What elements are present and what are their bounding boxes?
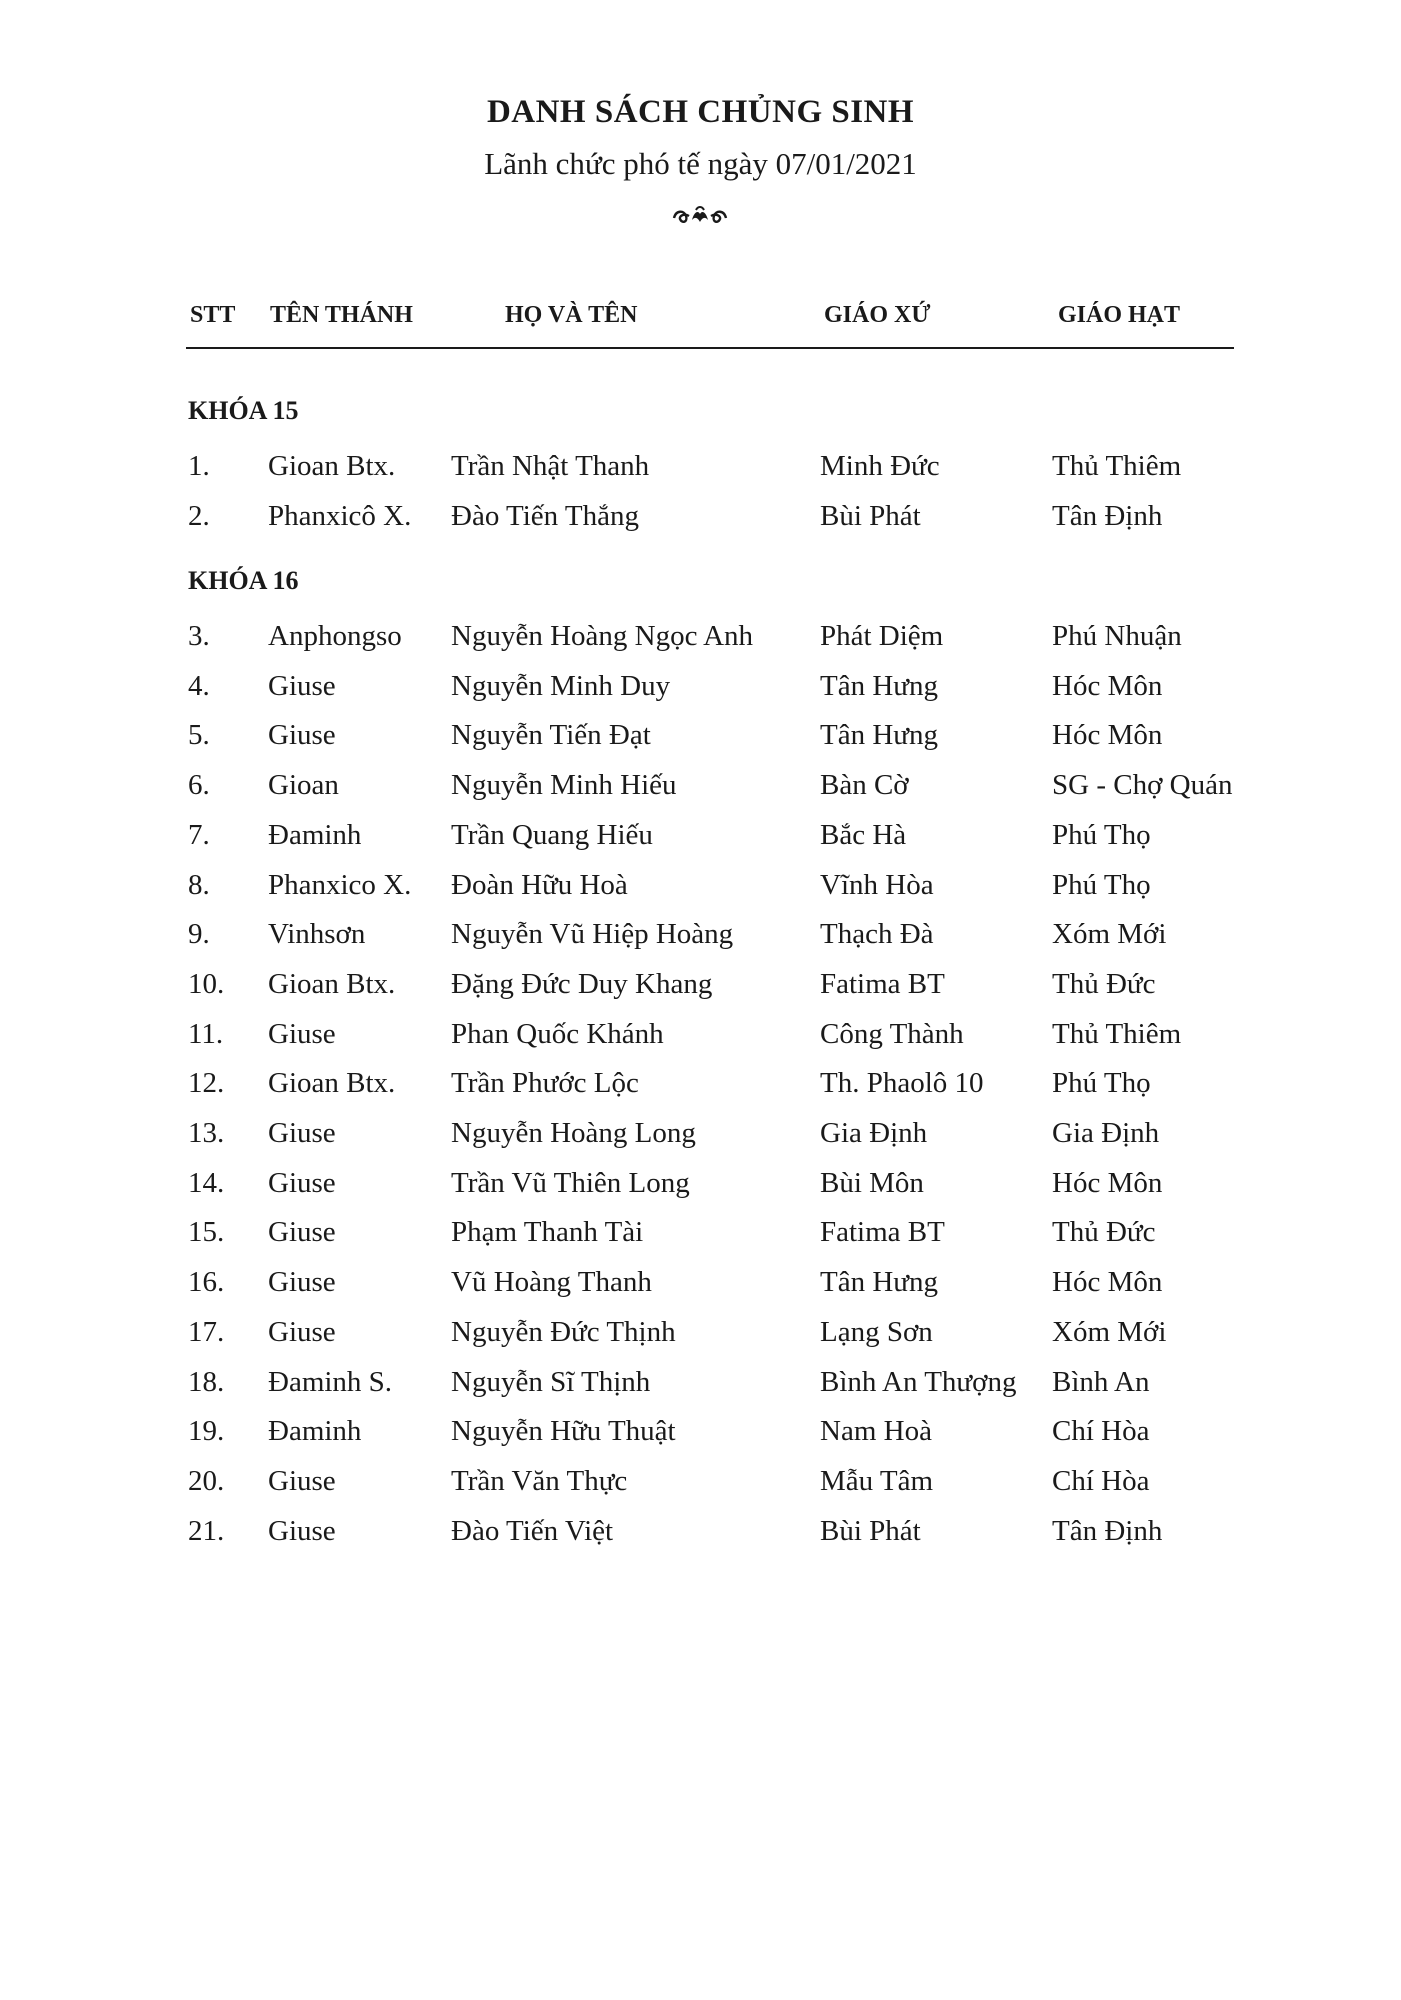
row-full-name: Nguyễn Hoàng Ngọc Anh [451, 620, 754, 652]
row-saint-name: Gioan [268, 769, 339, 801]
row-number: 13. [188, 1117, 225, 1149]
row-full-name: Đào Tiến Việt [451, 1515, 614, 1547]
header-deanery: GIÁO HẠT [1058, 302, 1181, 328]
row-saint-name: Giuse [268, 1515, 336, 1547]
row-deanery: Xóm Mới [1052, 918, 1167, 950]
table-row [0, 670, 1401, 710]
row-deanery: Xóm Mới [1052, 1316, 1167, 1348]
row-number: 2. [188, 500, 210, 532]
row-parish: Bùi Phát [820, 500, 921, 532]
row-deanery: Hóc Môn [1052, 670, 1163, 702]
row-parish: Bàn Cờ [820, 769, 909, 801]
row-deanery: Phú Thọ [1052, 819, 1151, 851]
table-row [0, 968, 1401, 1008]
row-full-name: Trần Nhật Thanh [451, 450, 650, 482]
table-row [0, 719, 1401, 759]
row-saint-name: Đaminh S. [268, 1366, 393, 1398]
row-number: 19. [188, 1415, 225, 1447]
row-deanery: Tân Định [1052, 1515, 1163, 1547]
table-row [0, 1415, 1401, 1455]
row-number: 5. [188, 719, 210, 751]
row-full-name: Nguyễn Vũ Hiệp Hoàng [451, 918, 734, 950]
row-number: 4. [188, 670, 210, 702]
row-number: 20. [188, 1465, 225, 1497]
row-parish: Tân Hưng [820, 719, 938, 751]
row-saint-name: Giuse [268, 670, 336, 702]
row-deanery: Chí Hòa [1052, 1415, 1150, 1447]
row-number: 11. [188, 1018, 224, 1050]
row-deanery: Thủ Đức [1052, 1216, 1156, 1248]
row-full-name: Nguyễn Minh Duy [451, 670, 671, 702]
row-number: 3. [188, 620, 210, 652]
row-saint-name: Giuse [268, 1266, 336, 1298]
row-full-name: Nguyễn Đức Thịnh [451, 1316, 676, 1348]
table-row [0, 1067, 1401, 1107]
row-parish: Công Thành [820, 1018, 964, 1050]
row-parish: Vĩnh Hòa [820, 869, 934, 901]
header-full-name: HỌ VÀ TÊN [505, 302, 638, 328]
row-deanery: Hóc Môn [1052, 719, 1163, 751]
row-number: 14. [188, 1167, 225, 1199]
row-parish: Lạng Sơn [820, 1316, 933, 1348]
row-full-name: Nguyễn Hoàng Long [451, 1117, 696, 1149]
row-parish: Bùi Phát [820, 1515, 921, 1547]
row-deanery: Hóc Môn [1052, 1167, 1163, 1199]
row-deanery: Phú Thọ [1052, 869, 1151, 901]
table-header [0, 302, 1401, 338]
row-number: 21. [188, 1515, 225, 1547]
document-title: DANH SÁCH CHỦNG SINH [486, 94, 915, 130]
table-row [0, 1465, 1401, 1505]
header-saint-name: TÊN THÁNH [270, 302, 413, 328]
row-saint-name: Giuse [268, 1117, 336, 1149]
row-number: 16. [188, 1266, 225, 1298]
row-saint-name: Vinhsơn [268, 918, 366, 950]
row-full-name: Đào Tiến Thắng [451, 500, 639, 532]
row-deanery: Thủ Thiêm [1052, 1018, 1182, 1050]
row-number: 9. [188, 918, 210, 950]
row-number: 17. [188, 1316, 225, 1348]
row-deanery: Bình An [1052, 1366, 1150, 1398]
row-parish: Phát Diệm [820, 620, 944, 652]
row-saint-name: Giuse [268, 1316, 336, 1348]
row-deanery: Thủ Đức [1052, 968, 1156, 1000]
table-row [0, 869, 1401, 909]
row-parish: Mẫu Tâm [820, 1465, 934, 1497]
row-parish: Fatima BT [820, 1216, 945, 1248]
row-parish: Gia Định [820, 1117, 928, 1149]
row-parish: Thạch Đà [820, 918, 934, 950]
calligraphic-flourish-icon [670, 204, 730, 226]
table-row [0, 1515, 1401, 1555]
row-saint-name: Đaminh [268, 1415, 362, 1447]
row-full-name: Nguyễn Sĩ Thịnh [451, 1366, 651, 1398]
row-parish: Bùi Môn [820, 1167, 924, 1199]
row-saint-name: Gioan Btx. [268, 968, 396, 1000]
row-saint-name: Phanxicô X. [268, 500, 412, 532]
section-title: KHÓA 16 [188, 566, 299, 595]
row-parish: Th. Phaolô 10 [820, 1067, 984, 1099]
row-number: 6. [188, 769, 210, 801]
row-saint-name: Anphongso [268, 620, 402, 652]
row-full-name: Trần Văn Thực [451, 1465, 628, 1497]
row-deanery: Hóc Môn [1052, 1266, 1163, 1298]
table-row [0, 918, 1401, 958]
row-number: 7. [188, 819, 210, 851]
row-full-name: Đoàn Hữu Hoà [451, 869, 628, 901]
row-full-name: Vũ Hoàng Thanh [451, 1266, 652, 1298]
row-full-name: Nguyễn Hữu Thuật [451, 1415, 676, 1447]
row-deanery: Chí Hòa [1052, 1465, 1150, 1497]
row-deanery: SG - Chợ Quán [1052, 769, 1233, 801]
row-number: 1. [188, 450, 210, 482]
row-parish: Fatima BT [820, 968, 945, 1000]
table-row [0, 500, 1401, 540]
row-full-name: Đặng Đức Duy Khang [451, 968, 713, 1000]
row-saint-name: Phanxico X. [268, 869, 412, 901]
row-number: 15. [188, 1216, 225, 1248]
row-number: 10. [188, 968, 225, 1000]
table-row [0, 1018, 1401, 1058]
row-saint-name: Giuse [268, 1167, 336, 1199]
row-parish: Bắc Hà [820, 819, 907, 851]
header-parish: GIÁO XỨ [824, 302, 931, 328]
row-saint-name: Giuse [268, 1465, 336, 1497]
table-row [0, 819, 1401, 859]
table-row [0, 1216, 1401, 1256]
table-row [0, 450, 1401, 490]
table-row [0, 1117, 1401, 1157]
table-row [0, 1266, 1401, 1306]
row-parish: Tân Hưng [820, 1266, 938, 1298]
table-row [0, 769, 1401, 809]
document-subtitle: Lãnh chức phó tế ngày 07/01/2021 [484, 146, 917, 181]
row-full-name: Trần Vũ Thiên Long [451, 1167, 690, 1199]
row-saint-name: Đaminh [268, 819, 362, 851]
table-row [0, 620, 1401, 660]
row-number: 12. [188, 1067, 225, 1099]
table-row [0, 1167, 1401, 1207]
row-saint-name: Gioan Btx. [268, 1067, 396, 1099]
row-saint-name: Giuse [268, 1018, 336, 1050]
row-full-name: Phạm Thanh Tài [451, 1216, 644, 1248]
row-deanery: Gia Định [1052, 1117, 1160, 1149]
row-parish: Tân Hưng [820, 670, 938, 702]
row-full-name: Trần Phước Lộc [451, 1067, 639, 1099]
section-title: KHÓA 15 [188, 396, 299, 425]
table-row [0, 1316, 1401, 1356]
row-parish: Bình An Thượng [820, 1366, 1017, 1398]
row-full-name: Nguyễn Tiến Đạt [451, 719, 651, 751]
row-saint-name: Gioan Btx. [268, 450, 396, 482]
row-full-name: Phan Quốc Khánh [451, 1018, 664, 1050]
row-deanery: Tân Định [1052, 500, 1163, 532]
row-saint-name: Giuse [268, 1216, 336, 1248]
row-number: 8. [188, 869, 210, 901]
table-row [0, 1366, 1401, 1406]
row-full-name: Nguyễn Minh Hiếu [451, 769, 677, 801]
row-parish: Nam Hoà [820, 1415, 932, 1447]
row-number: 18. [188, 1366, 225, 1398]
row-deanery: Phú Thọ [1052, 1067, 1151, 1099]
row-full-name: Trần Quang Hiếu [451, 819, 653, 851]
row-saint-name: Giuse [268, 719, 336, 751]
header-divider [186, 347, 1234, 349]
row-deanery: Phú Nhuận [1052, 620, 1182, 652]
header-stt: STT [190, 302, 236, 328]
row-deanery: Thủ Thiêm [1052, 450, 1182, 482]
row-parish: Minh Đức [820, 450, 940, 482]
